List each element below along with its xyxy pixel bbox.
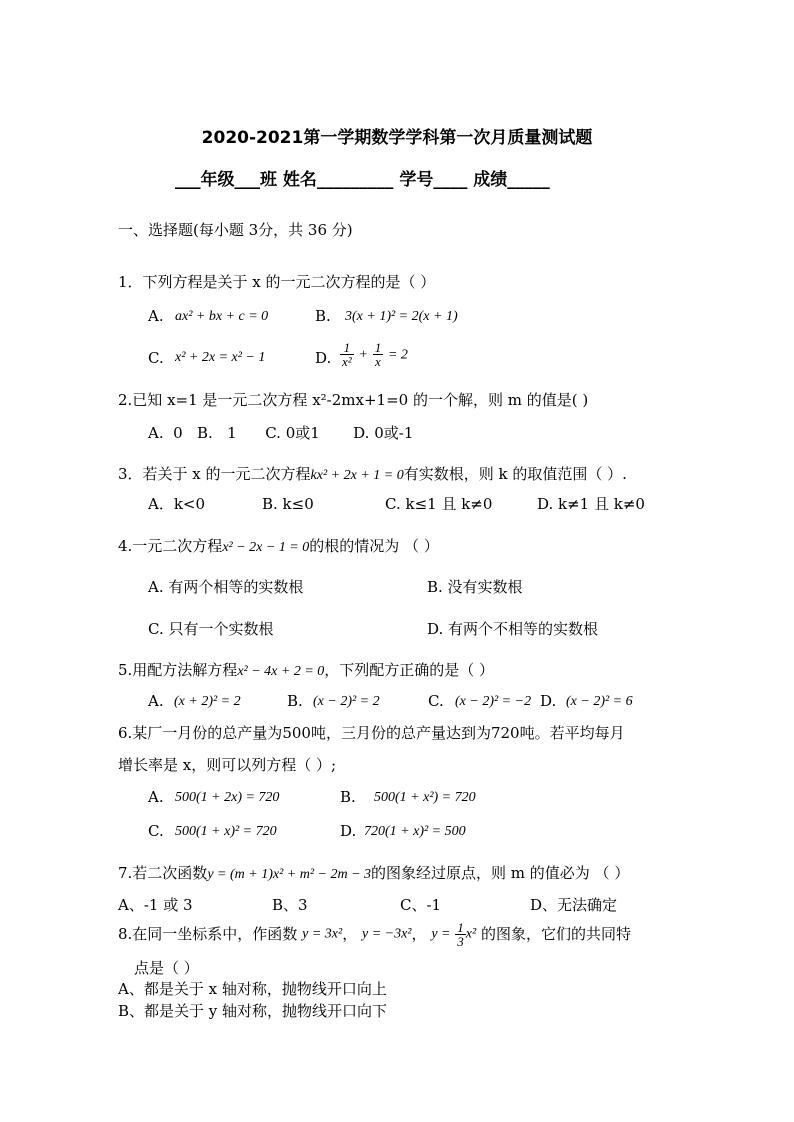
q8-option-a: A、都是关于 x 轴对称，抛物线开口向上	[118, 980, 387, 998]
q1-option-b: 3(x + 1)² = 2(x + 1)	[345, 309, 458, 324]
q6-option-c-label: C.	[148, 822, 164, 840]
question-2-stem: 2.已知 x=1 是一元二次方程 x²-2mx+1=0 的一个解，则 m 的值是( )	[118, 391, 589, 409]
section-heading: 一、选择题(每小题 3分，共 36 分)	[118, 221, 353, 239]
q6-option-c: 500(1 + x)² = 720	[175, 824, 277, 839]
q1-option-d: $\frac{1}{\text{x²}}$ + $\frac{1}{x}$ = 2	[342, 340, 408, 369]
q1-option-b-label: B.	[315, 307, 331, 325]
q5-option-b: (x − 2)² = 2	[313, 694, 380, 709]
q6-option-d: 720(1 + x)² = 500	[364, 824, 466, 839]
q6-option-a-label: A.	[148, 788, 164, 806]
q5-option-d: (x − 2)² = 6	[566, 694, 633, 709]
question-6-line-2: 增长率是 x，则可以列方程（ ）;	[118, 756, 337, 774]
q3-option-c: C. k≤1 且 k≠0	[385, 495, 493, 513]
question-8-stem: 8.在同一坐标系中，作函数 y = 3x²， y = −3x²， y = $\frac{1}{3}$ x² 的图象，它们的共同特	[118, 920, 631, 949]
q6-option-d-label: D.	[340, 822, 357, 840]
page-title: 2020-2021第一学期数学学科第一次月质量测试题	[201, 128, 593, 148]
question-5-stem: 5.用配方法解方程x² − 4x + 2 = 0，下列配方正确的是（ ）	[118, 661, 495, 679]
q7-option-b: B、3	[272, 896, 308, 914]
q6-option-a: 500(1 + 2x) = 720	[175, 790, 280, 805]
question-7-stem: 7.若二次函数y = (m + 1)x² + m² − 2m − 3的图象经过原点，则 m 的值必为 （ ）	[118, 864, 630, 882]
q1-option-a: ax² + bx + c = 0	[175, 309, 269, 324]
q5-option-a-label: A.	[148, 692, 164, 710]
q3-option-b: B. k≤0	[262, 495, 314, 513]
q4-option-d: D. 有两个不相等的实数根	[427, 620, 599, 638]
q6-option-b-label: B.	[340, 788, 356, 806]
q5-option-d-label: D.	[540, 692, 557, 710]
q1-option-d-label: D.	[315, 349, 332, 367]
q1-option-c: x² + 2x = x² − 1	[175, 350, 266, 365]
question-4-stem: 4.一元二次方程x² − 2x − 1 = 0的根的情况为 （ ）	[118, 537, 439, 555]
q3-option-a: A．k<0	[148, 495, 206, 513]
student-info-line: ___年级___班 姓名_________ 学号____ 成绩_____	[175, 170, 550, 190]
q6-option-b: 500(1 + x²) = 720	[374, 790, 476, 805]
question-3-stem: 3．若关于 x 的一元二次方程kx² + 2x + 1 = 0有实数根，则 k 的取值范围（ ）.	[118, 465, 627, 483]
q4-option-a: A. 有两个相等的实数根	[148, 578, 304, 596]
q7-option-a: A、-1 或 3	[118, 896, 193, 914]
q4-option-b: B. 没有实数根	[427, 578, 523, 596]
q7-option-c: C、-1	[400, 896, 442, 914]
q2-options: A. 0 B. 1 C. 0或1 D. 0或-1	[148, 424, 414, 442]
q7-option-d: D、无法确定	[530, 896, 618, 914]
q8-option-b: B、都是关于 y 轴对称，抛物线开口向下	[118, 1002, 388, 1020]
q5-option-b-label: B.	[287, 692, 303, 710]
question-6-line-1: 6.某厂一月份的总产量为500吨，三月份的总产量达到为720吨。若平均每月	[118, 724, 625, 742]
q5-option-c: (x − 2)² = −2	[455, 694, 532, 709]
q1-d-fraction-2: $\frac{1}{x}$	[374, 340, 382, 369]
q1-option-a-label: A.	[148, 307, 164, 325]
q1-option-c-label: C.	[148, 349, 164, 367]
q5-option-a: (x + 2)² = 2	[174, 694, 241, 709]
q1-d-fraction-1: $\frac{1}{\text{x²}}$	[342, 340, 352, 369]
q3-option-d: D. k≠1 且 k≠0	[537, 495, 645, 513]
q8-fraction: $\frac{1}{3}$	[457, 920, 464, 949]
question-8-line-2: 点是（ ）	[134, 959, 199, 977]
q5-option-c-label: C.	[428, 692, 444, 710]
question-1-stem: 1．下列方程是关于 x 的一元二次方程的是（ ）	[118, 273, 436, 291]
q4-option-c: C. 只有一个实数根	[148, 620, 274, 638]
